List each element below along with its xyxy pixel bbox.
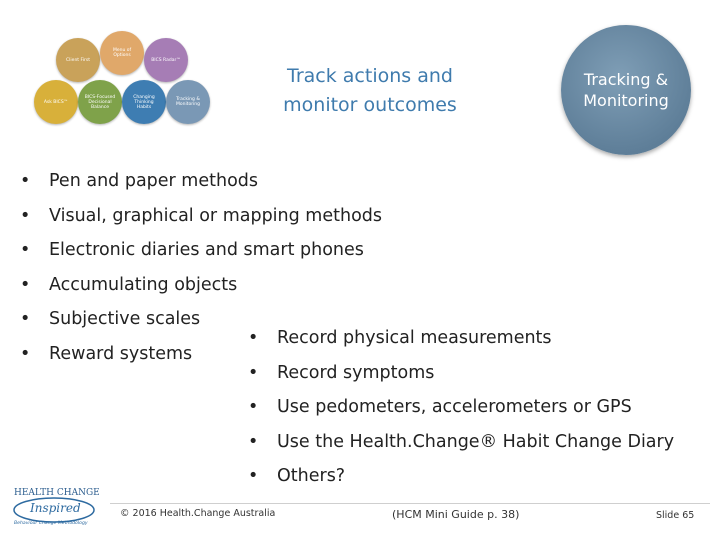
badge-line-2: Monitoring xyxy=(583,91,669,110)
list-item: • Others? xyxy=(248,459,674,494)
list-item: • Use the Health.Change® Habit Change Diary xyxy=(248,425,674,460)
badge-line-1: Tracking & xyxy=(583,70,669,89)
footer-divider xyxy=(110,503,710,504)
measures-list xyxy=(248,321,674,494)
model-node-ask-bics: Ask BICS™ xyxy=(34,80,78,124)
list-item: • Reward systems xyxy=(20,337,382,372)
model-node-client-first: Client First xyxy=(56,38,100,82)
logo-line-1: HEALTH CHANGE xyxy=(14,488,100,498)
logo-line-3: Behaviour Change Methodology xyxy=(14,521,88,526)
slide-number: Slide 65 xyxy=(656,510,695,521)
list-item: • Accumulating objects xyxy=(20,268,382,303)
model-node-decisional-balance: BICS-Focused Decisional Balance xyxy=(78,80,122,124)
logo-line-2: Inspired xyxy=(30,501,81,515)
hcm-model-diagram xyxy=(22,28,222,138)
list-item: • Subjective scales xyxy=(20,302,382,337)
list-item: • Pen and paper methods xyxy=(20,164,382,199)
model-node-tracking-monitoring: Tracking & Monitoring xyxy=(166,80,210,124)
footer-guide-reference: (HCM Mini Guide p. 38) xyxy=(392,508,520,521)
slide-title xyxy=(250,62,490,120)
model-node-changing-thinking-habits: Changing Thinking Habits xyxy=(122,80,166,124)
list-item: • Visual, graphical or mapping methods xyxy=(20,199,382,234)
list-item: • Use pedometers, accelerometers or GPS xyxy=(248,390,674,425)
tracking-monitoring-badge xyxy=(561,25,691,155)
title-line-2: monitor outcomes xyxy=(283,94,457,116)
model-node-bics-radar: BICS Radar™ xyxy=(144,38,188,82)
model-node-menu-of-options: Menu of Options xyxy=(100,31,144,75)
list-item: • Electronic diaries and smart phones xyxy=(20,233,382,268)
health-change-logo xyxy=(8,482,108,528)
footer-copyright: © 2016 Health.Change Australia xyxy=(120,508,276,519)
list-item: • Record physical measurements xyxy=(248,321,674,356)
list-item: • Record symptoms xyxy=(248,356,674,391)
title-line-1: Track actions and xyxy=(287,65,453,87)
